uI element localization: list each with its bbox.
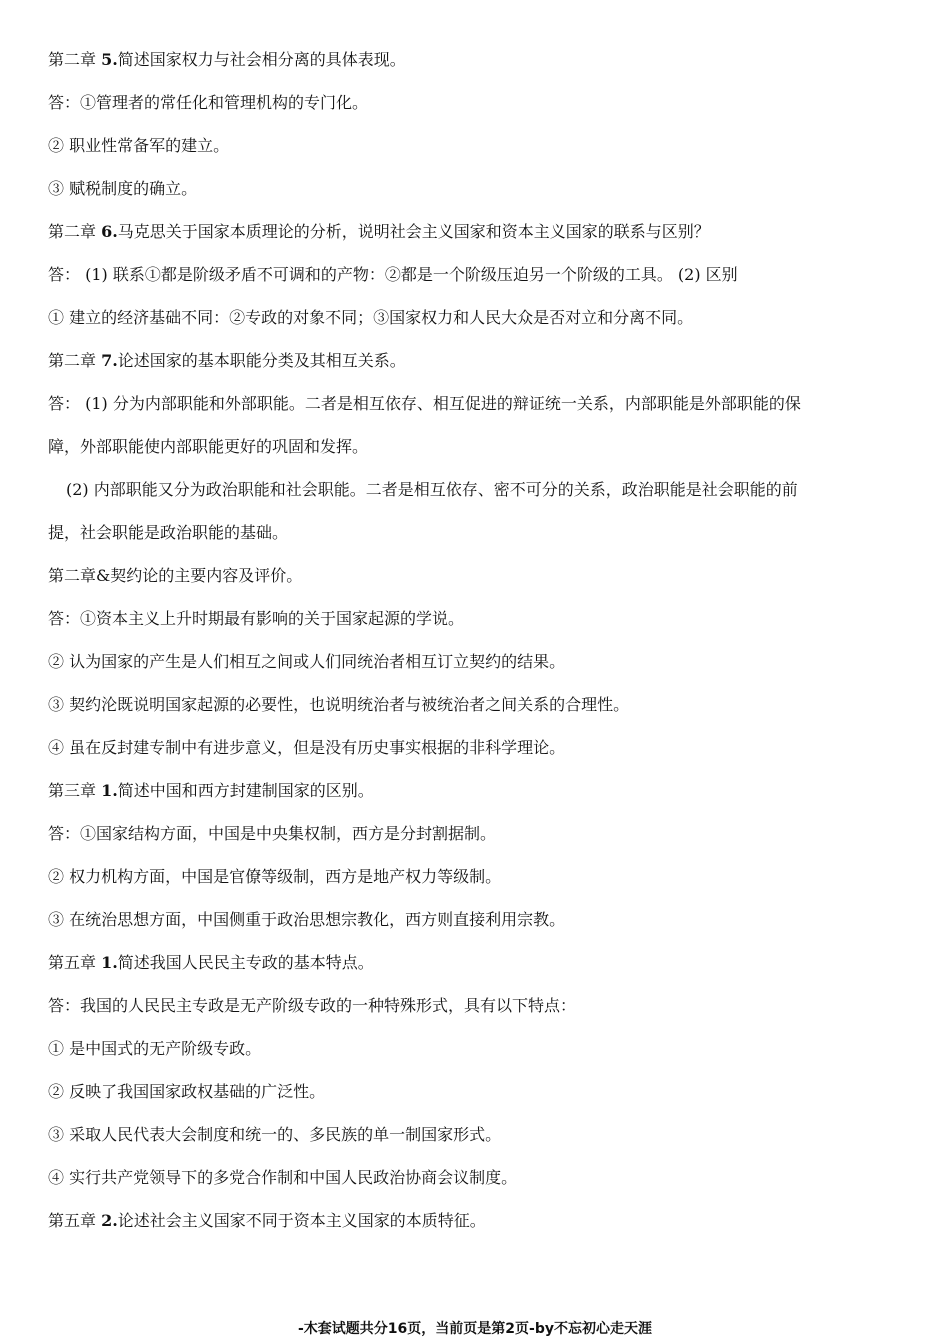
text-line bbox=[48, 866, 908, 888]
line-text: ② 职业性常备军的建立。 bbox=[48, 136, 230, 155]
line-text: ③ 赋税制度的确立。 bbox=[48, 179, 198, 198]
line-text: ④ 实行共产党领导下的多党合作制和中国人民政治协商会议制度。 bbox=[48, 1168, 518, 1187]
line-text: ③ 采取人民代表大会制度和统一的、多民族的单一制国家形式。 bbox=[48, 1125, 502, 1144]
line-text: ② 认为国家的产生是人们相互之间或人们同统治者相互订立契约的结果。 bbox=[48, 652, 566, 671]
question-line bbox=[48, 221, 908, 243]
text-line bbox=[48, 178, 908, 200]
text-line bbox=[48, 264, 908, 286]
chapter-label: 第五章 bbox=[48, 1211, 102, 1230]
text-line bbox=[48, 1124, 908, 1146]
line-text: 第二章&契约论的主要内容及评价。 bbox=[48, 566, 303, 585]
text-line bbox=[48, 909, 908, 931]
text-line bbox=[48, 436, 908, 458]
text-line bbox=[48, 737, 908, 759]
chapter-label: 第三章 bbox=[48, 781, 102, 800]
question-line bbox=[48, 350, 908, 372]
line-text: 障，外部职能使内部职能更好的巩固和发挥。 bbox=[48, 437, 369, 456]
line-text: ③ 契约沦既说明国家起源的必要性，也说明统治者与被统治者之间关系的合理性。 bbox=[48, 695, 630, 714]
question-number: 1. bbox=[101, 953, 118, 972]
line-text: ① 建立的经济基础不同：②专政的对象不同；③国家权力和人民大众是否对立和分离不同。 bbox=[48, 308, 694, 327]
text-line bbox=[48, 1038, 908, 1060]
text-line bbox=[48, 479, 908, 501]
text-line bbox=[48, 92, 908, 114]
line-text: 答：①资本主义上升时期最有影响的关于国家起源的学说。 bbox=[48, 609, 465, 628]
text-line bbox=[48, 608, 908, 630]
text-line bbox=[48, 307, 908, 329]
chapter-label: 第二章 bbox=[48, 50, 102, 69]
line-text: 答：我国的人民民主专政是无产阶级专政的一种特殊形式，具有以下特点： bbox=[48, 996, 577, 1015]
line-text: 论述国家的基本职能分类及其相互关系。 bbox=[117, 351, 406, 370]
text-line bbox=[48, 1081, 908, 1103]
chapter-label: 第二章 bbox=[48, 222, 102, 241]
chapter-label: 第二章 bbox=[48, 351, 102, 370]
line-text: 马克思关于国家本质理论的分析，说明社会主义国家和资本主义国家的联系与区别？ bbox=[117, 222, 710, 241]
line-text: ① 是中国式的无产阶级专政。 bbox=[48, 1039, 262, 1058]
question-line bbox=[48, 49, 908, 71]
text-line bbox=[48, 565, 908, 587]
line-text: 提，社会职能是政治职能的基础。 bbox=[48, 523, 289, 542]
line-text: ④ 虽在反封建专制中有进步意义，但是没有历史事实根据的非科学理论。 bbox=[48, 738, 566, 757]
question-number: 7. bbox=[101, 351, 118, 370]
line-text: 答：①管理者的常任化和管理机构的专门化。 bbox=[48, 93, 369, 112]
page-footer: -木套试题共分16页，当前页是第2页-by不忘初心走天涯 bbox=[298, 1321, 652, 1337]
line-text: 简述中国和西方封建制国家的区别。 bbox=[117, 781, 374, 800]
question-line bbox=[48, 780, 908, 802]
line-text: 简述我国人民民主专政的基本特点。 bbox=[117, 953, 374, 972]
text-line bbox=[48, 995, 908, 1017]
line-text: ② 权力机构方面，中国是官僚等级制，西方是地产权力等级制。 bbox=[48, 867, 502, 886]
line-text: ③ 在统治思想方面，中国侧重于政治思想宗教化，西方则直接利用宗教。 bbox=[48, 910, 566, 929]
line-text: (2) 内部职能又分为政治职能和社会职能。二者是相互依存、密不可分的关系，政治职能是社会职能的前 bbox=[66, 480, 798, 499]
text-line bbox=[48, 823, 908, 845]
line-text: 答： (1) 分为内部职能和外部职能。二者是相互依存、相互促进的辩证统一关系，内部职能是外部职能的保 bbox=[48, 394, 801, 413]
chapter-label: 第五章 bbox=[48, 953, 102, 972]
question-line bbox=[48, 1210, 908, 1232]
text-line bbox=[48, 393, 908, 415]
question-number: 2. bbox=[101, 1211, 118, 1230]
text-line bbox=[48, 522, 908, 544]
line-text: 答：①国家结构方面，中国是中央集权制，西方是分封割据制。 bbox=[48, 824, 497, 843]
line-text: 答： (1) 联系①都是阶级矛盾不可调和的产物：②都是一个阶级压迫另一个阶级的工具。 (2) 区别 bbox=[48, 265, 738, 284]
text-line bbox=[48, 1167, 908, 1189]
text-line bbox=[48, 651, 908, 673]
question-number: 1. bbox=[101, 781, 118, 800]
line-text: 简述国家权力与社会相分离的具体表现。 bbox=[117, 50, 406, 69]
text-line bbox=[48, 694, 908, 716]
text-line bbox=[48, 135, 908, 157]
line-text: 论述社会主义国家不同于资本主义国家的本质特征。 bbox=[117, 1211, 486, 1230]
document-body bbox=[48, 49, 908, 1253]
question-number: 6. bbox=[101, 222, 118, 241]
question-line bbox=[48, 952, 908, 974]
question-number: 5. bbox=[101, 50, 118, 69]
line-text: ② 反映了我国国家政权基础的广泛性。 bbox=[48, 1082, 326, 1101]
